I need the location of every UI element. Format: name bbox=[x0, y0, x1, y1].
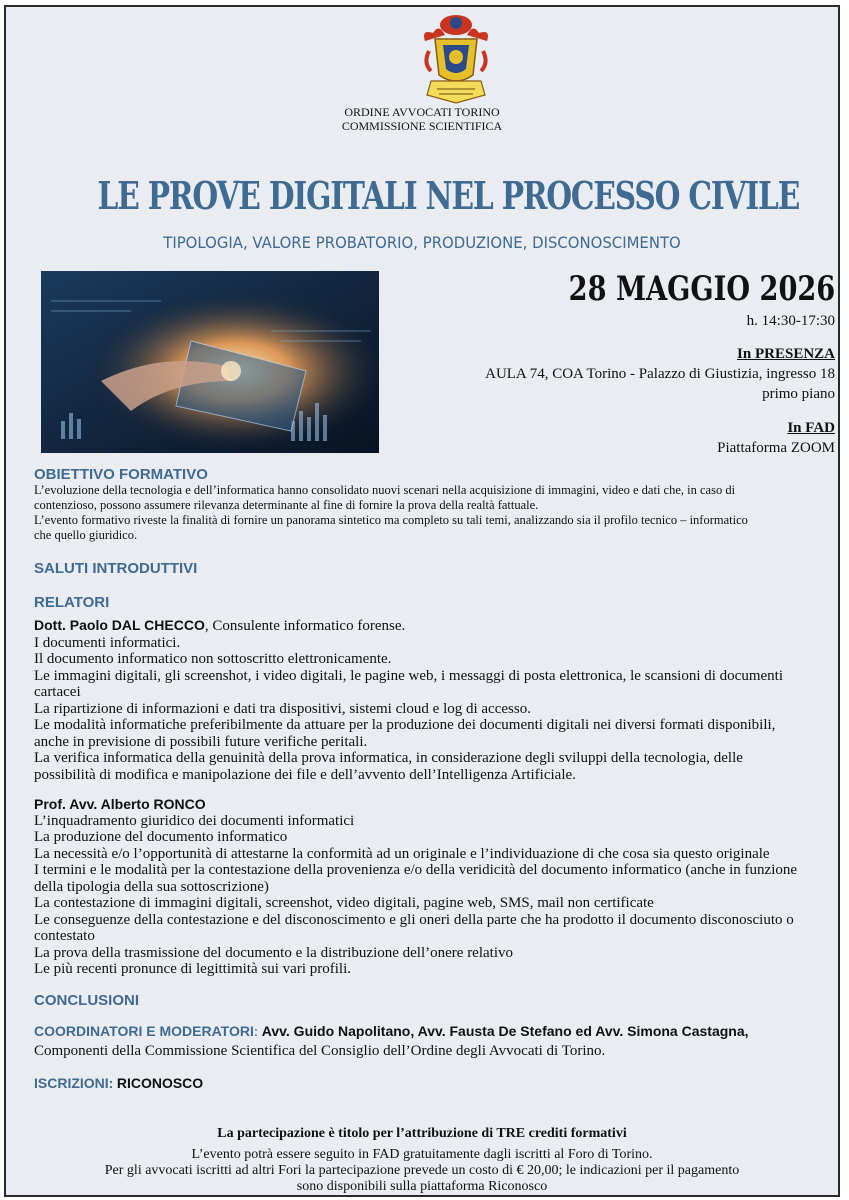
fad-label: In FAD bbox=[787, 420, 835, 436]
footer-credits: La partecipazione è titolo per l’attribuzione di TRE crediti formativi bbox=[217, 1126, 627, 1141]
coordinatori-description: Componenti della Commissione Scientifica del Consiglio dell’Ordine degli Avvocati di Torino. bbox=[34, 1042, 606, 1059]
conclusioni-heading: CONCLUSIONI bbox=[34, 992, 139, 1009]
footer-line1: L’evento potrà essere seguito in FAD gratuitamente dagli iscritti al Foro di Torino. bbox=[191, 1147, 653, 1162]
speaker2-topic: contestato bbox=[34, 928, 95, 944]
obiettivo-text bbox=[34, 483, 826, 543]
speaker1-topic: Le immagini digitali, gli screenshot, i video digitali, le pagine web, i messaggi di posta elettronica, le scansioni di documenti bbox=[34, 667, 783, 684]
speaker2-block bbox=[34, 796, 826, 978]
speaker2-topic: I termini e le modalità per la contestazione della provenienza e/o della veridicità del documento informatico (anche in funzione bbox=[34, 862, 798, 878]
obiettivo-line: che quello giuridico. bbox=[34, 528, 138, 542]
coordinatori-separator: : bbox=[253, 1024, 259, 1040]
obiettivo-line: L’evoluzione della tecnologia e dell’informatica hanno consolidato nuovi scenari nella acquisizione di immagini, video e dati che, in caso di bbox=[34, 483, 736, 497]
coordinatori-block bbox=[34, 1023, 826, 1059]
speaker1-role: , Consulente informatico forense. bbox=[204, 618, 406, 634]
speaker2-name: Prof. Avv. Alberto RONCO bbox=[34, 796, 206, 812]
speaker1-topic: anche in previsione di possibili future verifiche peritali. bbox=[34, 733, 368, 750]
speaker1-block bbox=[34, 617, 826, 783]
speaker2-topic: La contestazione di immagini digitali, screenshot, video digitali, pagine web, SMS, mail non certificate bbox=[34, 895, 654, 911]
speaker2-topic: Le più recenti pronunce di legittimità sui vari profili. bbox=[34, 961, 351, 977]
speaker1-topic: cartacei bbox=[34, 684, 81, 700]
speaker1-topic: La verifica informatica della genuinità della prova informatica, in considerazione degli sviluppi della tecnologia, delle bbox=[34, 750, 743, 766]
flyer-page bbox=[4, 5, 840, 1197]
footer-line2: Per gli avvocati iscritti ad altri Fori la partecipazione prevede un costo di € 20,00; le indicazioni per il pagamento bbox=[104, 1163, 740, 1178]
speaker1-name: Dott. Paolo DAL CHECCO bbox=[34, 617, 205, 633]
fad-platform: Piattaforma ZOOM bbox=[717, 440, 835, 456]
presenza-floor: primo piano bbox=[762, 386, 835, 402]
speaker2-topic: La necessità e/o l’opportunità di attestarne la conformità ad un originale e l’individuazione di che cosa sia questo originale bbox=[34, 845, 770, 862]
coat-of-arms-icon bbox=[415, 11, 497, 109]
obiettivo-line: L’evento formativo riveste la finalità di fornire un panorama sintetico ma completo su tali temi, analizzando sia il profilo tecnico – informatico bbox=[34, 513, 748, 527]
org-commission: COMMISSIONE SCIENTIFICA bbox=[341, 119, 503, 133]
iscrizioni-row bbox=[34, 1075, 203, 1093]
speaker2-topic: L’inquadramento giuridico dei documenti informatici bbox=[34, 812, 355, 829]
presenza-label: In PRESENZA bbox=[737, 346, 835, 362]
speaker1-topic: Le modalità informatiche preferibilmente da attuare per la produzione dei documenti digitali nei diversi formati disponibili, bbox=[34, 717, 776, 733]
footer-line3: sono disponibili sulla piattaforma Riconosco bbox=[296, 1179, 548, 1194]
coordinatori-names: Avv. Guido Napolitano, Avv. Fausta De Stefano ed Avv. Simona Castagna, bbox=[261, 1023, 749, 1039]
speaker1-topic: Il documento informatico non sottoscritto elettronicamente. bbox=[34, 651, 392, 667]
org-name: ORDINE AVVOCATI TORINO bbox=[344, 105, 500, 119]
hero-image bbox=[41, 271, 379, 453]
coordinatori-heading: COORDINATORI E MODERATORI bbox=[34, 1023, 254, 1039]
obiettivo-heading: OBIETTIVO FORMATIVO bbox=[34, 466, 208, 483]
speaker2-topic: Le conseguenze della contestazione e del disconoscimento e gli oneri della parte che ha prodotto il documento disconosciuto o bbox=[34, 911, 794, 928]
iscrizioni-label: ISCRIZIONI: bbox=[34, 1075, 114, 1091]
presenza-location: AULA 74, COA Torino - Palazzo di Giustizia, ingresso 18 bbox=[485, 366, 835, 382]
speaker2-topic: La produzione del documento informatico bbox=[34, 829, 288, 845]
speaker2-topic: La prova della trasmissione del documento e la distribuzione dell’onere relativo bbox=[34, 944, 514, 961]
speaker1-topic: La ripartizione di informazioni e dati tra dispositivi, sistemi cloud e log di accesso. bbox=[34, 700, 531, 717]
speaker2-topic: della tipologia della sua sottoscrizione) bbox=[34, 878, 269, 895]
event-time: h. 14:30-17:30 bbox=[746, 313, 835, 329]
speaker1-topic: I documenti informatici. bbox=[34, 634, 181, 651]
relatori-heading: RELATORI bbox=[34, 594, 110, 611]
obiettivo-line: contenzioso, possono assumere rilevanza determinante al fine di fornire la prova della realtà fattuale. bbox=[34, 498, 539, 512]
event-date: 28 MAGGIO 2026 bbox=[568, 269, 835, 309]
speaker1-topic: possibilità di modifica e manipolazione dei file e dell’avvento dell’Intelligenza Artificiale. bbox=[34, 766, 576, 783]
event-title: LE PROVE DIGITALI NEL PROCESSO CIVILE bbox=[97, 173, 800, 218]
event-subtitle: TIPOLOGIA, VALORE PROBATORIO, PRODUZIONE, DISCONOSCIMENTO bbox=[163, 233, 681, 252]
iscrizioni-value: RICONOSCO bbox=[116, 1075, 204, 1091]
saluti-heading: SALUTI INTRODUTTIVI bbox=[34, 560, 198, 577]
